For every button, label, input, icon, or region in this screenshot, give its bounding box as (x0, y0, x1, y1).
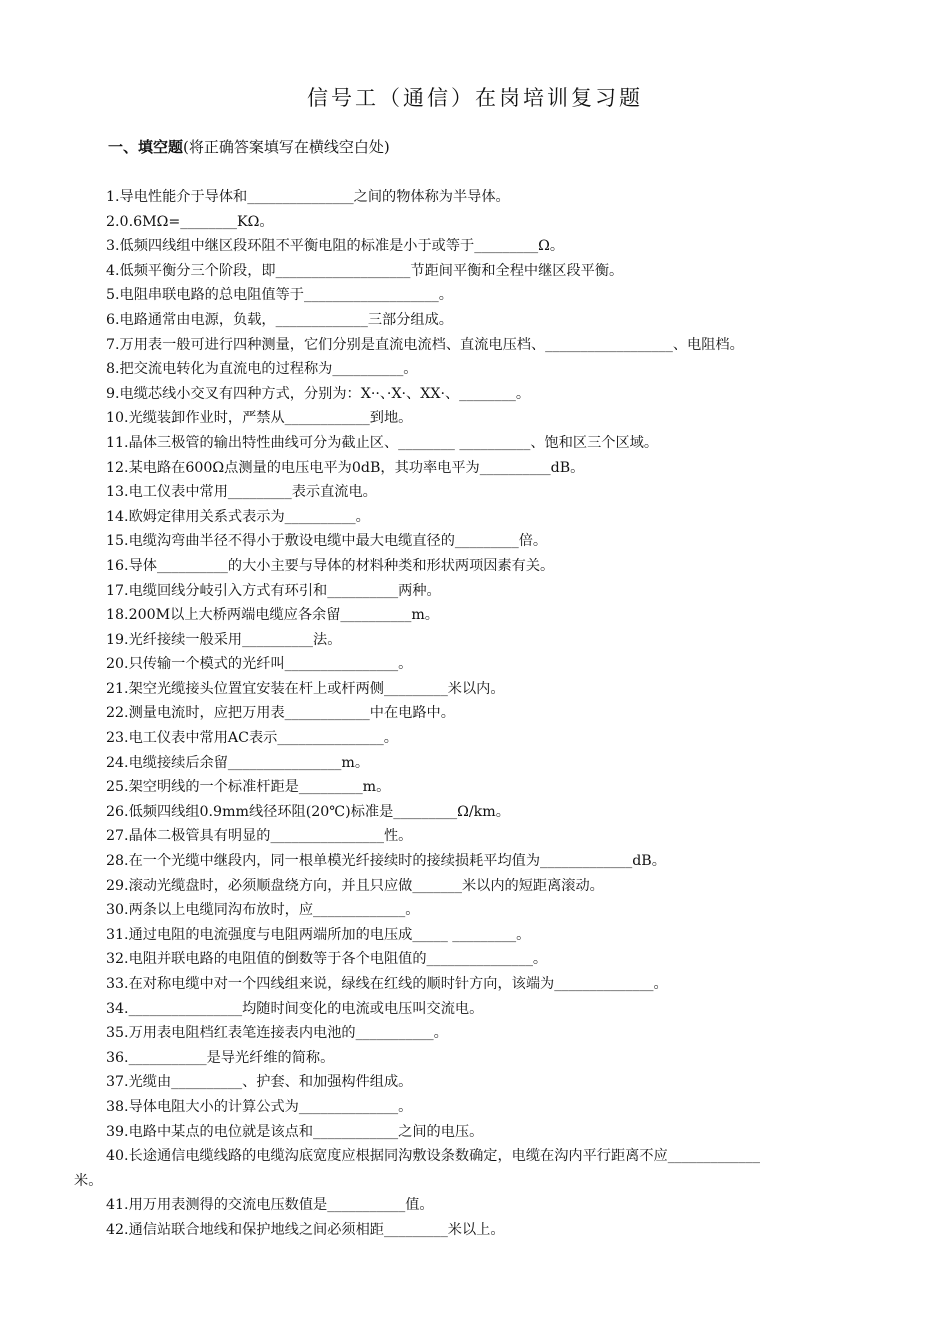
question-item: 19.光纤接续一般采用__________法。 (106, 631, 342, 648)
question-item: 30.两条以上电缆同沟布放时，应_____________。 (106, 902, 420, 919)
question-item: 14.欧姆定律用关系式表示为__________。 (106, 508, 370, 525)
question-item: 21.架空光缆接头位置宜安装在杆上或杆两侧_________米以内。 (106, 680, 505, 697)
question-item: 9.电缆芯线小交叉有四种方式，分别为：X··、·X·、XX·、________。 (106, 385, 531, 402)
question-item: 6.电路通常由电源，负载，_____________三部分组成。 (106, 311, 453, 328)
question-item: 20.只传输一个模式的光纤叫________________。 (106, 656, 413, 673)
document-title: 信号工（通信）在岗培训复习题 (307, 86, 643, 110)
question-item: 4.低频平衡分三个阶段，即___________________节距间平衡和全程中继区段平衡。 (106, 262, 624, 279)
question-item: 31.通过电阻的电流强度与电阻两端所加的电压成_____ _________。 (106, 926, 531, 943)
section-label: 一、填空题 (108, 138, 184, 156)
question-item: 7.万用表一般可进行四种测量，它们分别是直流电流档、直流电压档、__________________、电阻档。 (106, 336, 744, 353)
question-item: 38.导体电阻大小的计算公式为______________。 (106, 1098, 413, 1115)
question-item: 23.电工仪表中常用AC表示_______________。 (106, 730, 398, 747)
question-item: 27.晶体二极管具有明显的________________性。 (106, 828, 413, 845)
question-item: 22.测量电流时，应把万用表____________中在电路中。 (106, 705, 455, 722)
question-item: 24.电缆接续后余留________________m。 (106, 754, 370, 771)
question-item: 17.电缆回线分岐引入方式有环引和__________两种。 (106, 582, 441, 599)
question-text: 40.长途通信电缆线路的电缆沟底宽度应根据同沟敷设条数确定，电缆在沟内平行距离不应_____________ (106, 1148, 760, 1165)
question-item: 32.电阻并联电路的电阻值的倒数等于各个电阻值的_______________。 (106, 951, 548, 968)
question-item: 10.光缆装卸作业时，严禁从____________到地。 (106, 410, 413, 427)
question-item: 41.用万用表测得的交流电压数值是___________值。 (106, 1197, 434, 1214)
question-item: 16.导体__________的大小主要与导体的材料种类和形状两项因素有关。 (106, 557, 555, 574)
question-item: 2.0.6MΩ=________KΩ。 (106, 213, 274, 230)
question-item: 11.晶体三极管的输出特性曲线可分为截止区、________ __________、饱和区三个区域。 (106, 434, 659, 451)
question-item: 39.电路中某点的电位就是该点和____________之间的电压。 (106, 1123, 484, 1140)
question-item: 12.某电路在600Ω点测量的电压电平为0dB，其功率电平为__________dB。 (106, 459, 585, 476)
question-item: 26.低频四线组0.9mm线径环阻(20℃)标准是_________Ω/km。 (106, 803, 510, 820)
question-item: 5.电阻串联电路的总电阻值等于___________________。 (106, 287, 453, 304)
question-item: 8.把交流电转化为直流电的过程称为__________。 (106, 361, 418, 378)
question-item: 18.200M以上大桥两端电缆应各余留__________m。 (106, 607, 439, 624)
question-item: 42.通信站联合地线和保护地线之间必须相距_________米以上。 (106, 1221, 505, 1238)
question-item (74, 1144, 896, 1193)
question-item: 1.导电性能介于导体和_______________之间的物体称为半导体。 (106, 189, 510, 205)
question-list (74, 185, 896, 1243)
question-continuation: 米。 (74, 1172, 103, 1189)
question-item: 36.___________是导光纤维的简称。 (106, 1049, 335, 1066)
question-item: 33.在对称电缆中对一个四线组来说，绿线在红线的顺时针方向，该端为______________。 (106, 976, 668, 992)
question-item: 25.架空明线的一个标准杆距是_________m。 (106, 779, 391, 796)
question-item: 13.电工仪表中常用_________表示直流电。 (106, 484, 377, 501)
section-heading (108, 136, 390, 158)
question-item: 34.________________均随时间变化的电流或电压叫交流电。 (106, 1000, 484, 1017)
question-item: 37.光缆由__________、护套、和加强构件组成。 (106, 1074, 413, 1091)
section-instruction: (将正确答案填写在横线空白处) (183, 138, 390, 156)
question-item: 15.电缆沟弯曲半径不得小于敷设电缆中最大电缆直径的_________倍。 (106, 533, 548, 550)
question-item: 29.滚动光缆盘时，必须顺盘绕方向，并且只应做_______米以内的短距离滚动。 (106, 877, 604, 894)
question-item: 28.在一个光缆中继段内，同一根单模光纤接续时的接续损耗平均值为_____________dB。 (106, 853, 666, 870)
question-item: 35.万用表电阻档红表笔连接表内电池的___________。 (106, 1025, 448, 1042)
question-item: 3.低频四线组中继区段环阻不平衡电阻的标准是小于或等于_________Ω。 (106, 238, 565, 255)
